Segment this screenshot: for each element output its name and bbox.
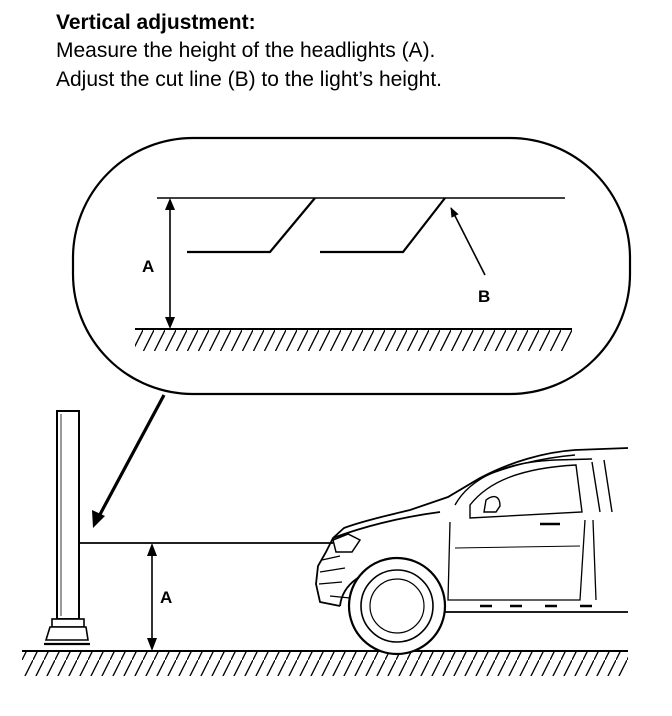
main-dimension-arrow-bottom [147,638,157,651]
callout-pointer-head [92,510,105,528]
main-dimension-arrow-top [147,543,157,556]
detail-callout [73,138,630,394]
detail-label-b: B [478,287,491,306]
instruction-line-1: Measure the height of the headlights (A). [56,39,436,62]
front-wheel [349,558,445,654]
detail-dimension-arrow-top [165,198,175,210]
detail-dimension-arrow-bottom [165,317,175,329]
callout-pointer [97,395,164,520]
instruction-line-2: Adjust the cut line (B) to the light’s height. [56,68,442,91]
instruction-title: Vertical adjustment: [56,11,256,34]
cut-line-right [320,198,445,252]
callout-bubble [73,138,630,394]
detail-ground-hatch [135,330,572,351]
aiming-screen [44,411,90,644]
main-label-a: A [160,588,173,607]
leader-b [451,208,485,275]
detail-label-a: A [142,257,155,276]
cut-line-left [187,198,315,252]
main-ground [22,651,628,676]
